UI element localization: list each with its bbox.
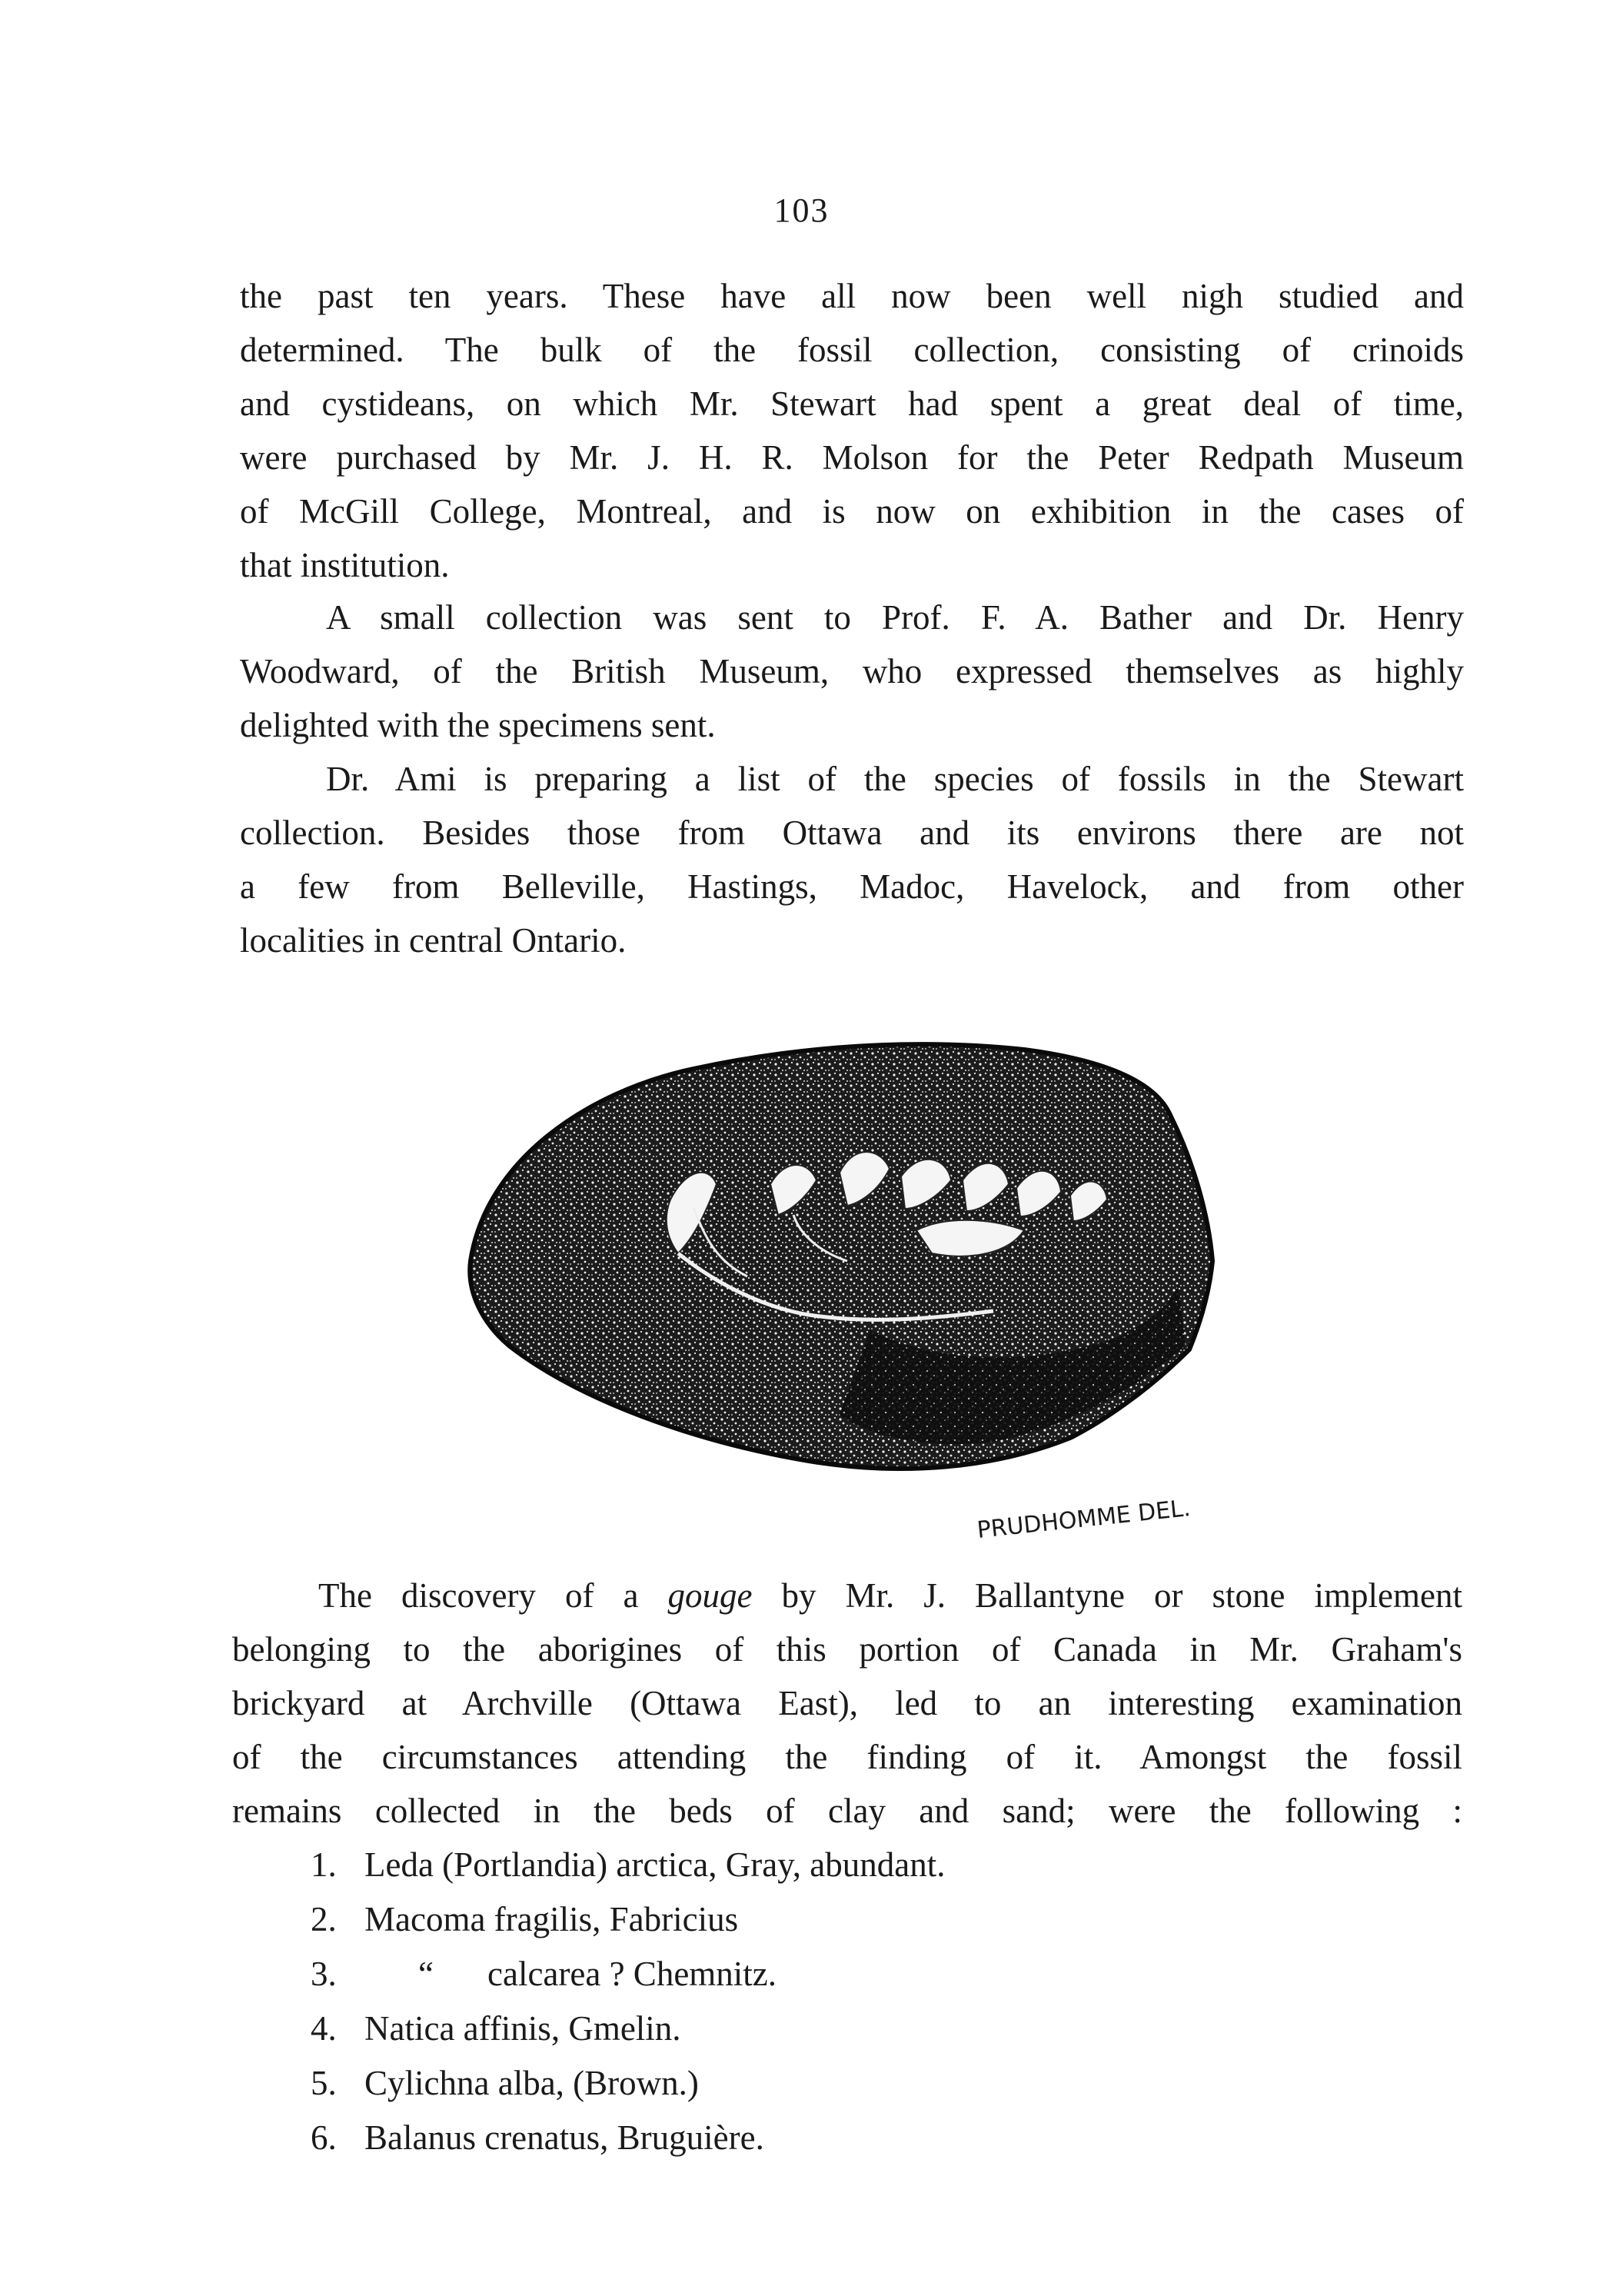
text-line: A small collection was sent to Prof. F. A. Bather and Dr. Henry xyxy=(326,598,1464,637)
text-line: collection. Besides those from Ottawa and its environs there are not xyxy=(240,814,1464,852)
list-item: 3. “ calcarea ? Chemnitz. xyxy=(311,1947,946,2002)
text-line: The discovery of a gouge by Mr. J. Ballantyne or stone implement xyxy=(318,1576,1462,1615)
text-line: that institution. xyxy=(240,546,450,584)
text-line: Woodward, of the British Museum, who expressed themselves as highly xyxy=(240,652,1464,690)
list-item: 6. Balanus crenatus, Bruguière. xyxy=(311,2118,764,2157)
italic-term: gouge xyxy=(667,1576,753,1615)
artist-signature: PRUDHOMME DEL. xyxy=(976,1495,1192,1544)
text-line: determined. The bulk of the fossil collection, consisting of crinoids xyxy=(240,331,1464,369)
paragraph-stewart-collection xyxy=(240,269,1464,592)
text-line: of McGill College, Montreal, and is now on exhibition in the cases of xyxy=(240,492,1464,531)
fossil-illustration xyxy=(440,1007,1255,1546)
ditto-mark: “ xyxy=(418,1955,434,1993)
stone-outline xyxy=(470,1044,1212,1469)
fossil-list xyxy=(311,1838,946,2165)
text-line: the past ten years. These have all now been well nigh studied and xyxy=(240,277,1464,315)
text-line: remains collected in the beds of clay and sand; were the following : xyxy=(232,1792,1462,1830)
list-item: 1. Leda (Portlandia) arctica, Gray, abundant. xyxy=(311,1845,946,1884)
text-line: and cystideans, on which Mr. Stewart had spent a great deal of time, xyxy=(240,384,1464,423)
text-line: localities in central Ontario. xyxy=(240,921,627,960)
text-line: were purchased by Mr. J. H. R. Molson for the Peter Redpath Museum xyxy=(240,438,1464,477)
text-line: of the circumstances attending the finding of it. Amongst the fossil xyxy=(232,1738,1462,1776)
list-item: 5. Cylichna alba, (Brown.) xyxy=(311,2064,699,2102)
text-line: brickyard at Archville (Ottawa East), led to an interesting examination xyxy=(232,1684,1462,1722)
paragraph-gouge-discovery xyxy=(232,1569,1462,1838)
paragraph-species-list xyxy=(240,752,1464,967)
paragraph-british-museum xyxy=(240,591,1464,752)
text-line: a few from Belleville, Hastings, Madoc, Havelock, and from other xyxy=(240,867,1464,906)
page-number: 103 xyxy=(773,191,830,229)
list-item: 2. Macoma fragilis, Fabricius xyxy=(311,1900,739,1938)
fossil-figure xyxy=(440,1007,1255,1546)
text-line: Dr. Ami is preparing a list of the species of fossils in the Stewart xyxy=(326,760,1464,798)
text-line: belonging to the aborigines of this portion of Canada in Mr. Graham's xyxy=(232,1630,1462,1669)
list-item: 4. Natica affinis, Gmelin. xyxy=(311,2009,681,2048)
text-line: delighted with the specimens sent. xyxy=(240,706,716,744)
